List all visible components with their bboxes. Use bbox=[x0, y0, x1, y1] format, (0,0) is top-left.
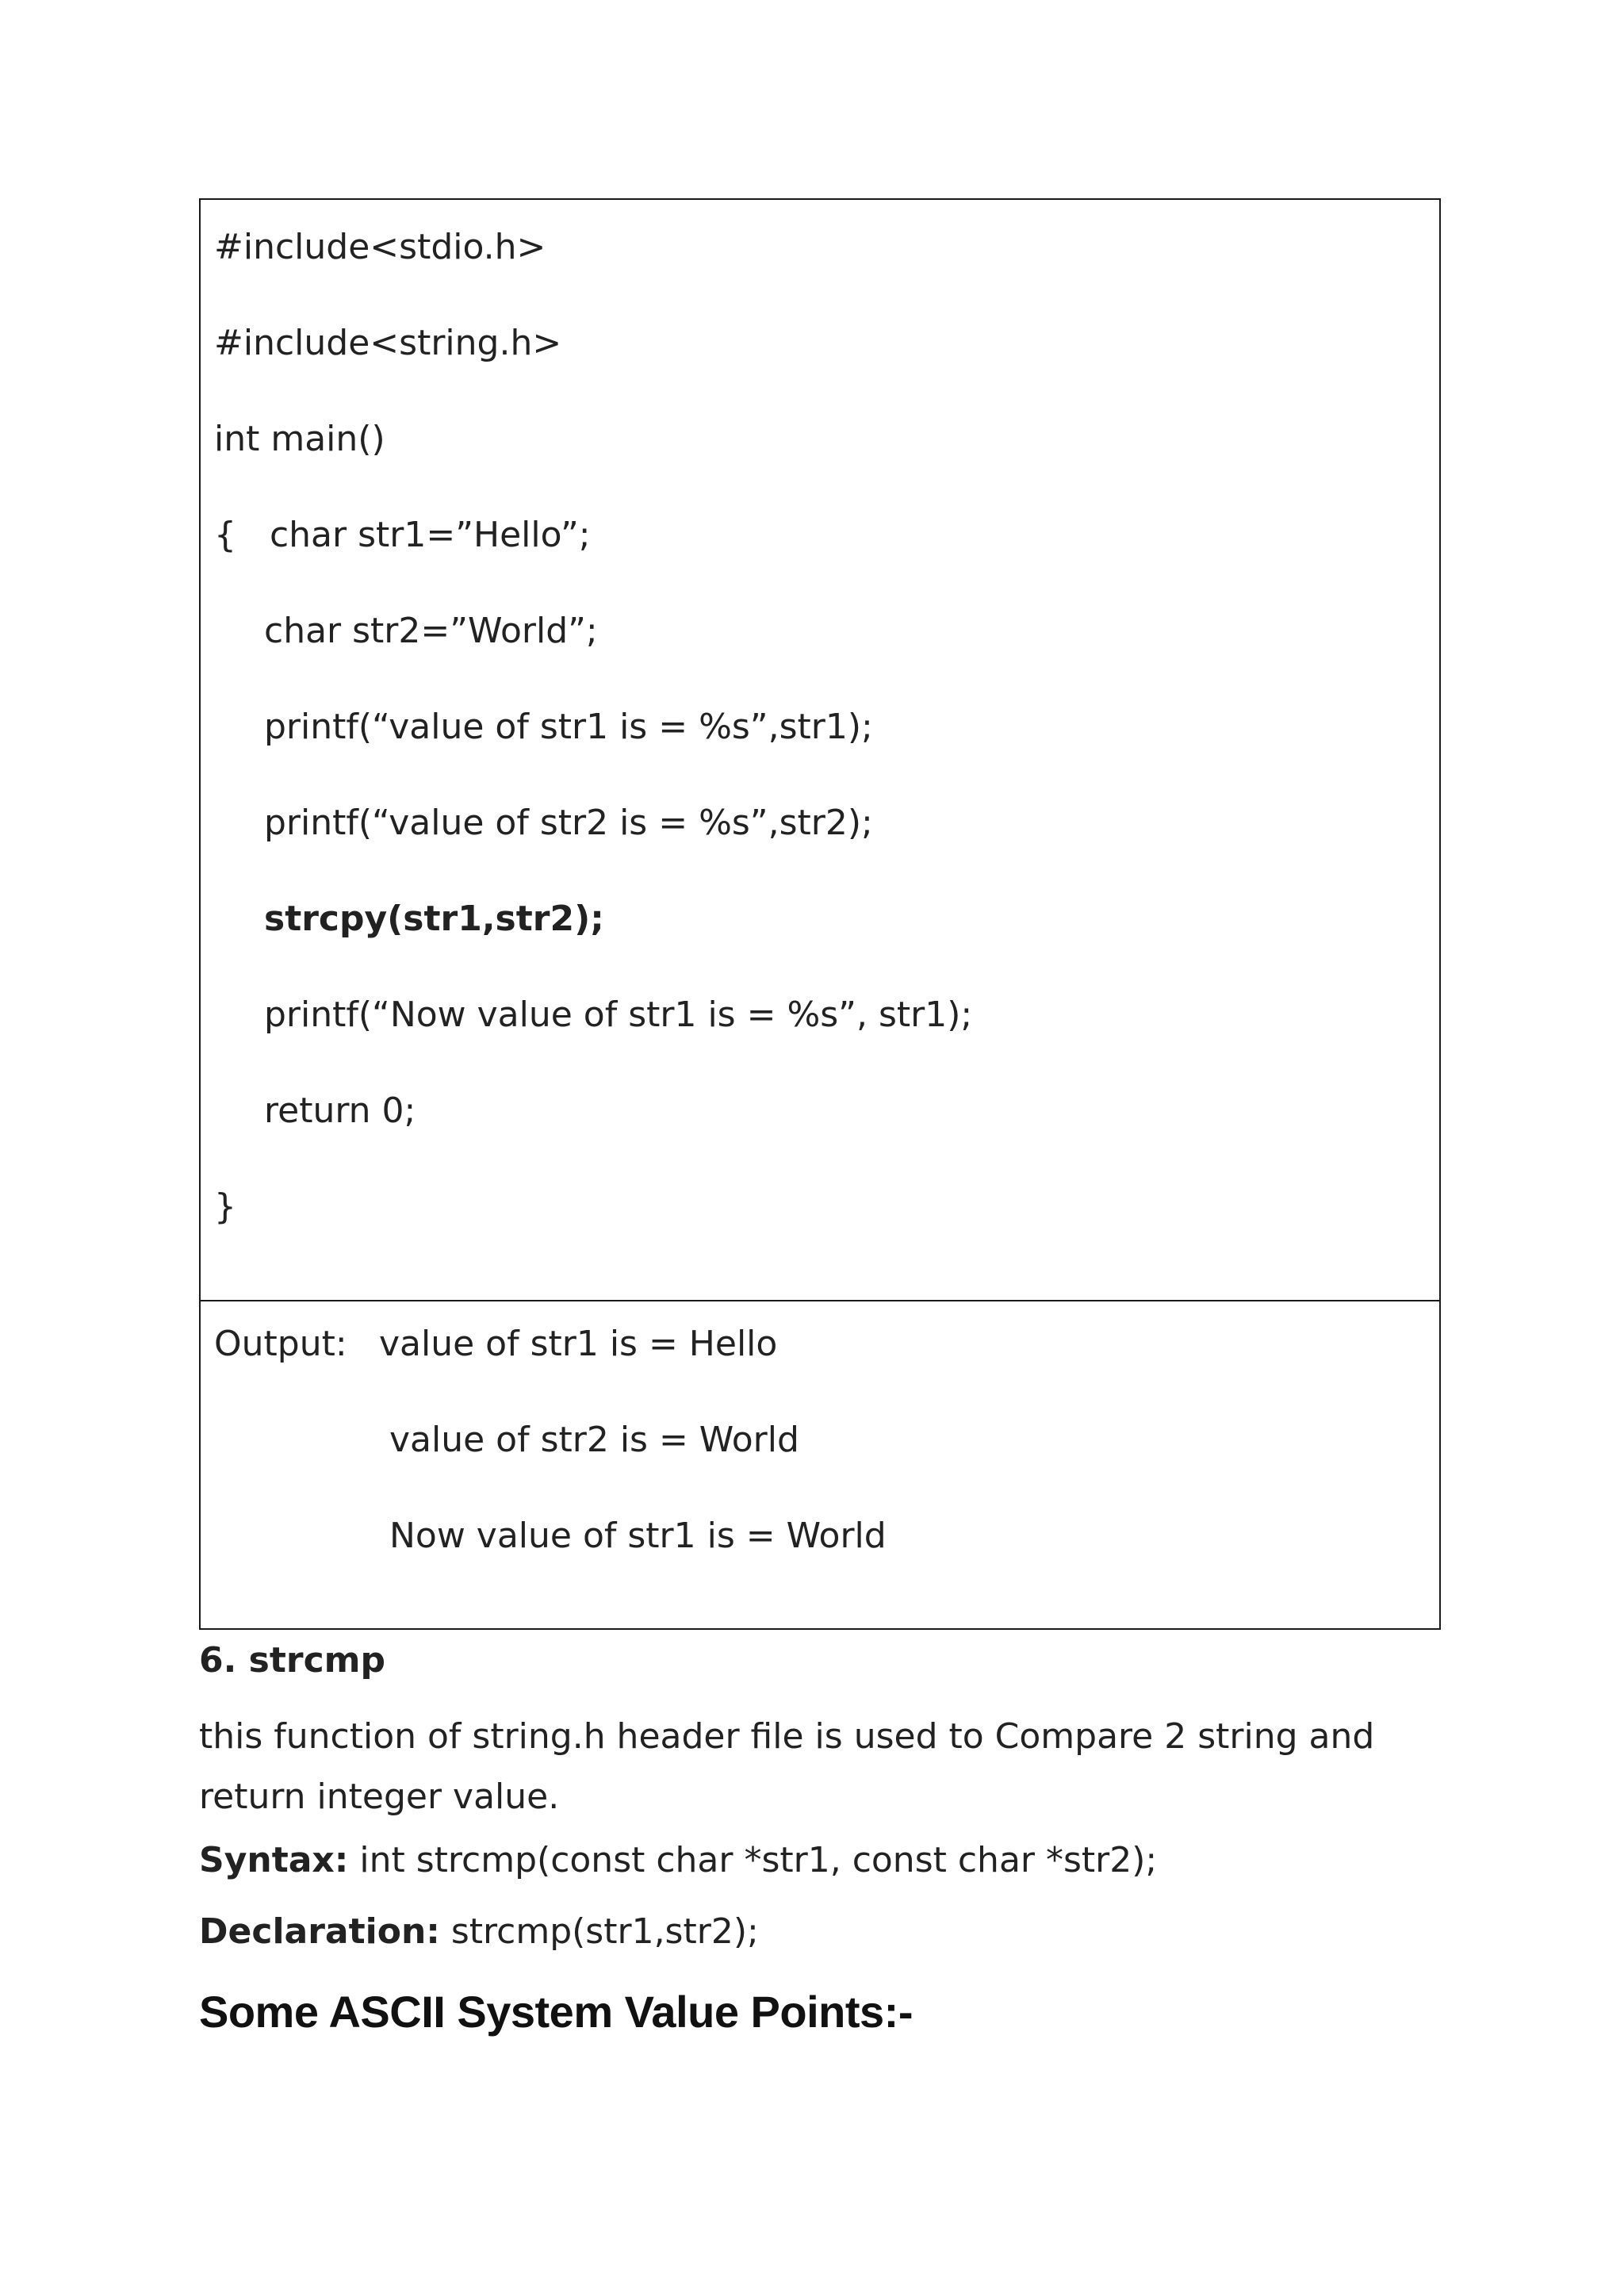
declaration-line bbox=[199, 1910, 1468, 1954]
code-line: } bbox=[214, 1186, 236, 1227]
output-label: Output: bbox=[214, 1324, 347, 1364]
syntax-line bbox=[199, 1838, 1468, 1883]
code-line: printf(“value of str1 is = %s”,str1); bbox=[264, 707, 873, 747]
code-line: char str2=”World”; bbox=[264, 611, 598, 651]
code-line: { char str1=”Hello”; bbox=[214, 515, 591, 555]
declaration-label: Declaration: bbox=[199, 1911, 440, 1952]
syntax-value: int strcmp(const char *str1, const char *str2); bbox=[348, 1840, 1158, 1880]
output-line: Now value of str1 is = World bbox=[389, 1516, 887, 1556]
code-line: return 0; bbox=[264, 1091, 416, 1131]
output-cell bbox=[201, 1301, 1439, 1628]
output-line: value of str1 is = Hello bbox=[379, 1324, 778, 1364]
code-line-highlighted: strcpy(str1,str2); bbox=[264, 899, 604, 939]
section-description: this function of string.h header file is used to Compare 2 string and return integer value. bbox=[199, 1716, 1375, 1817]
code-line: printf(“Now value of str1 is = %s”, str1); bbox=[264, 995, 973, 1035]
declaration-value: strcmp(str1,str2); bbox=[439, 1911, 759, 1952]
code-example-table bbox=[199, 198, 1441, 1630]
code-cell bbox=[201, 200, 1439, 1301]
code-line: printf(“value of str2 is = %s”,str2); bbox=[264, 803, 873, 843]
code-line: #include<string.h> bbox=[214, 323, 562, 363]
code-line: #include<stdio.h> bbox=[214, 227, 546, 267]
section-title: 6. strcmp bbox=[199, 1640, 385, 1681]
output-line: value of str2 is = World bbox=[389, 1420, 799, 1460]
syntax-label: Syntax: bbox=[199, 1840, 349, 1880]
code-line: int main() bbox=[214, 419, 385, 459]
ascii-heading: Some ASCII System Value Points:- bbox=[199, 1987, 913, 2037]
